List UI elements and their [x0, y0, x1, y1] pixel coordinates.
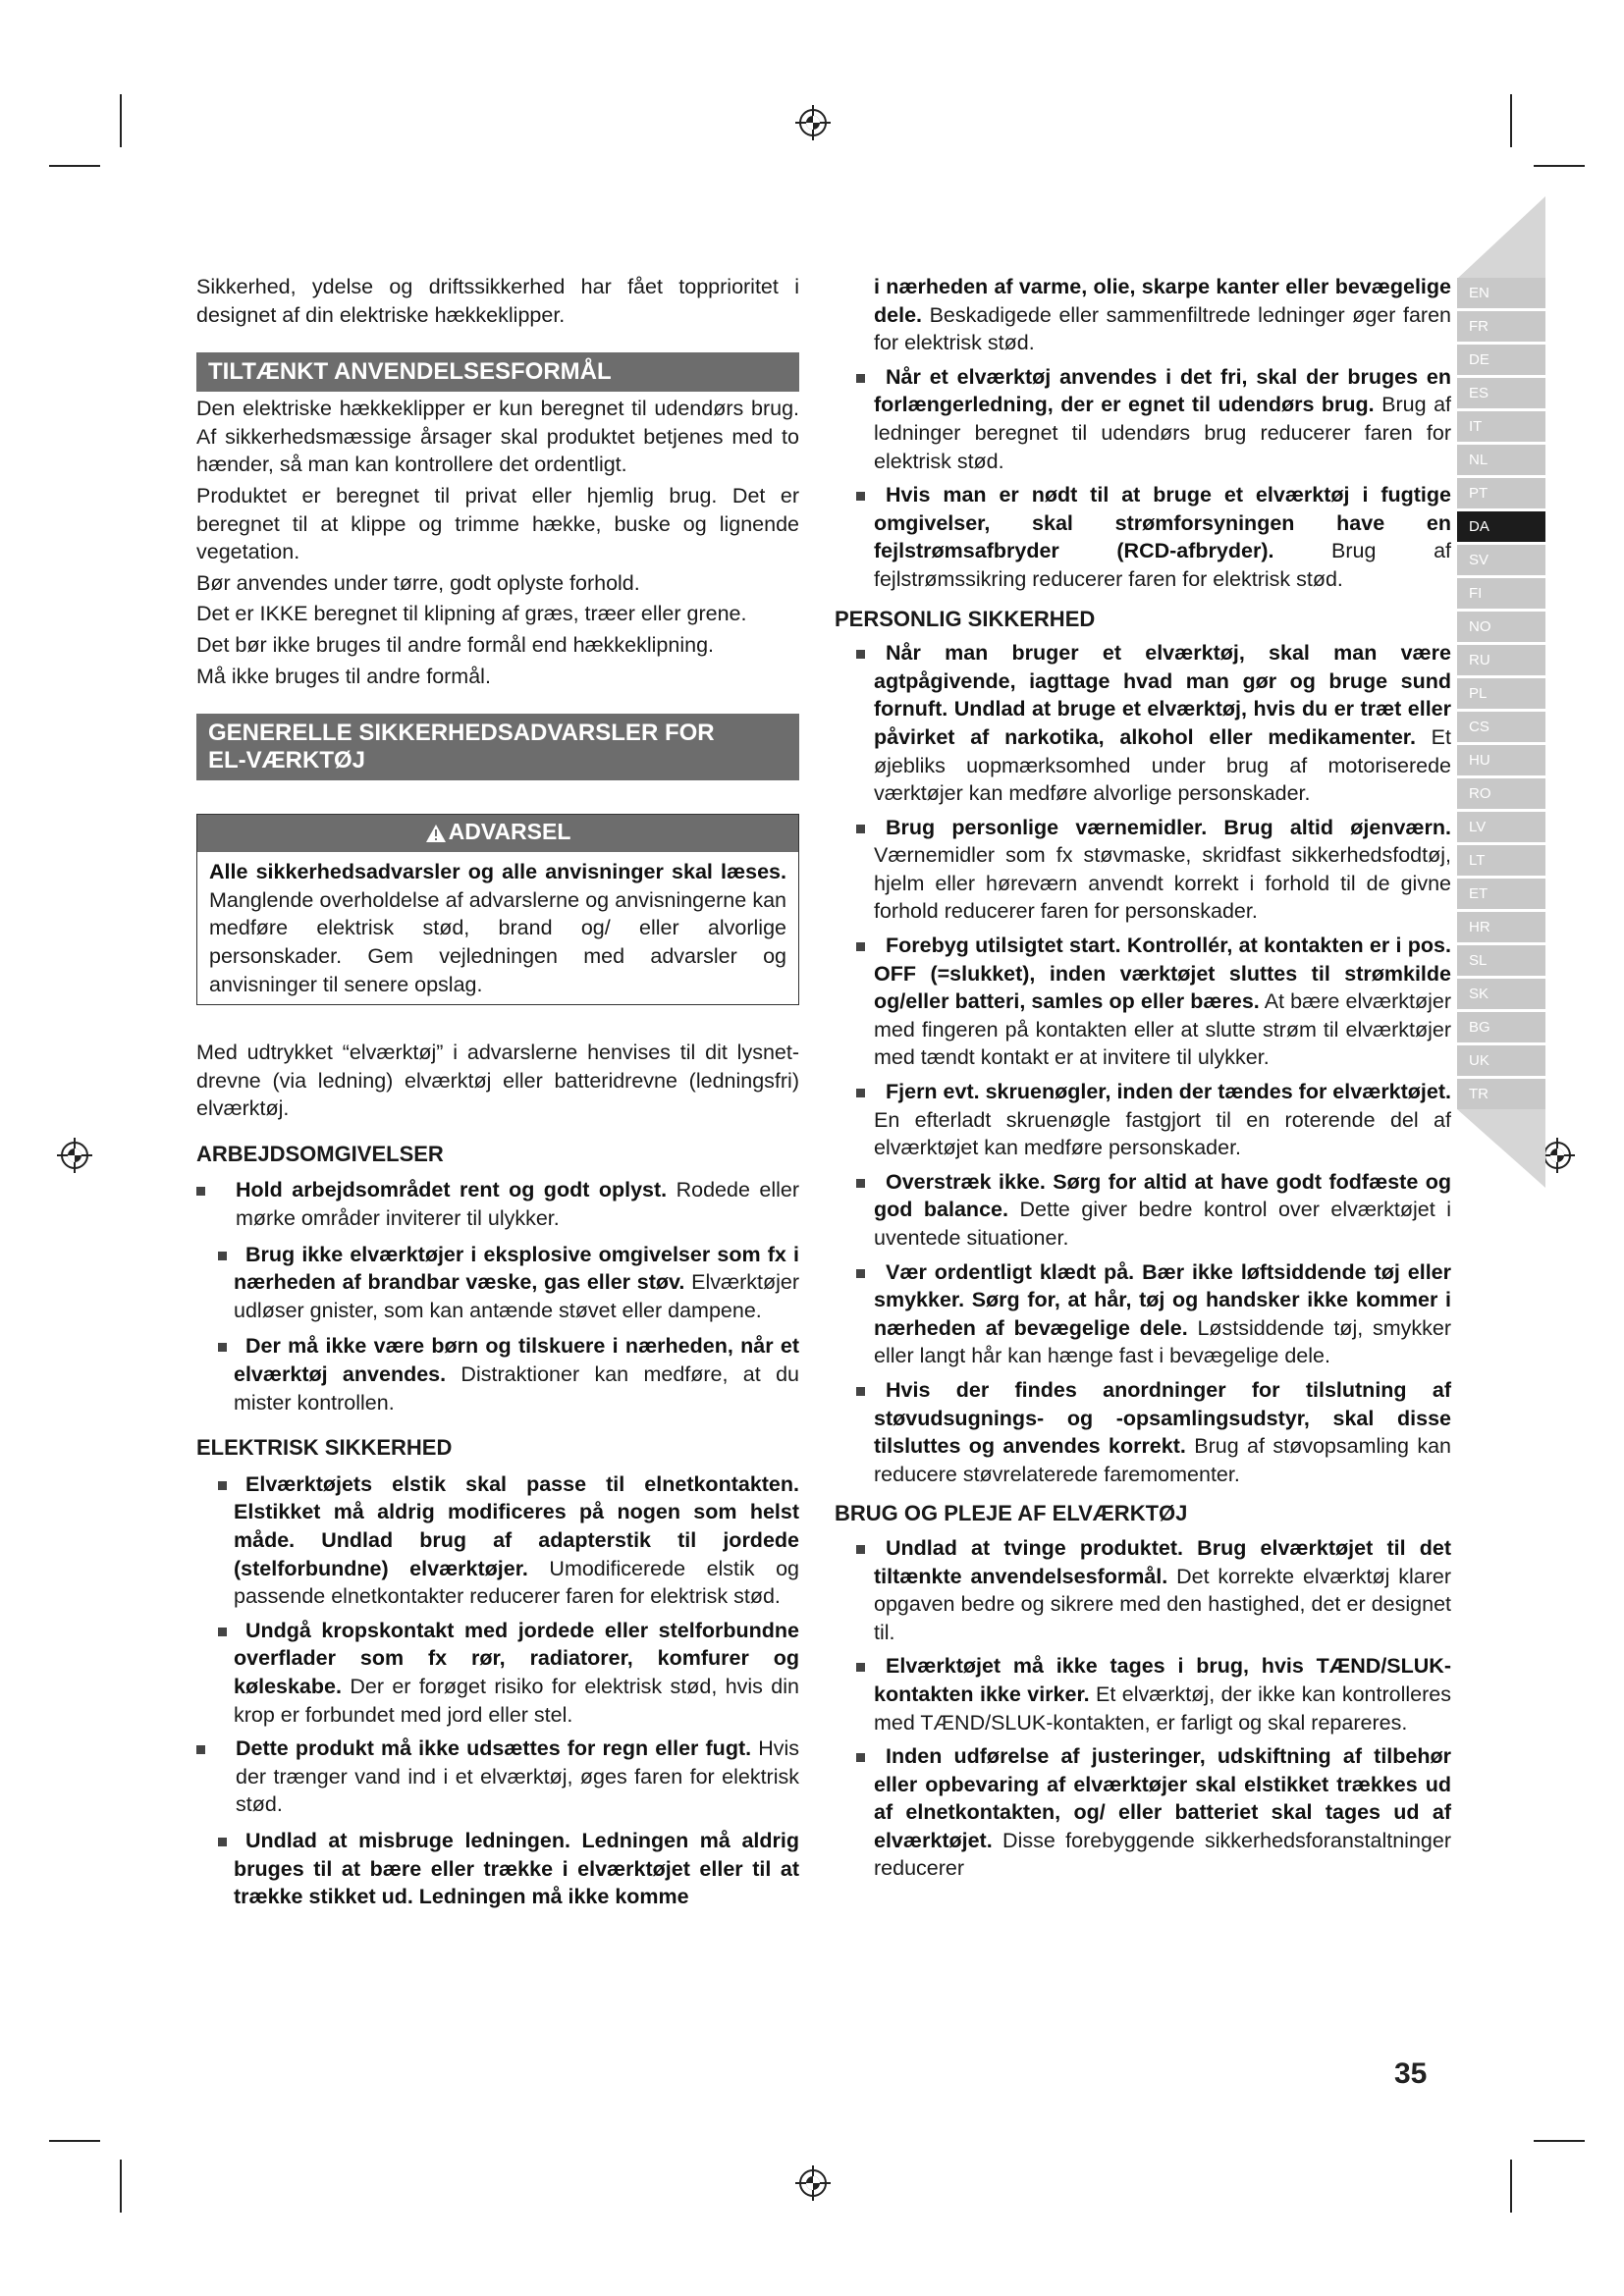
list-item [196, 1470, 799, 1611]
item-text: Brug af ledninger beregnet til udendørs brug reducerer faren for elektrisk stød. [874, 393, 1451, 473]
language-tab-sv: SV [1457, 545, 1545, 575]
list-item [835, 1078, 1451, 1162]
language-tab-de: DE [1457, 345, 1545, 375]
language-tab-it: IT [1457, 411, 1545, 442]
bullet-icon [856, 1089, 865, 1097]
crop-mark [49, 2140, 100, 2142]
paragraph: Det bør ikke bruges til andre formål end hækkeklipning. [196, 632, 715, 657]
item-text: Umodificerede elstik og passende elnetkontakter reducerer faren for elektrisk stød. [234, 1556, 799, 1609]
crop-mark [1510, 2160, 1512, 2213]
language-tab-bg: BG [1457, 1012, 1545, 1042]
language-tab-fr: FR [1457, 311, 1545, 342]
bullet-icon [218, 1343, 227, 1352]
item-text: Dette giver bedre kontrol over elværktøjet i uventede situationer. [874, 1198, 1452, 1250]
item-text: Disse forebyggende sikkerhedsforanstaltninger reducerer [874, 1828, 1451, 1881]
item-bold: Vær ordentligt klædt på. Bær ikke løftsiddende tøj eller smykker. Sørg for, at hår, tøj og handsker ikke kommer i nærheden af bevægelige dele. [874, 1259, 1451, 1340]
language-tab-en: EN [1457, 278, 1545, 308]
tab-strip-bottom-triangle [1457, 1109, 1545, 1188]
crop-mark [1534, 165, 1585, 167]
list-item [196, 1332, 799, 1416]
warning-triangle-icon [425, 819, 447, 852]
warning-body [197, 852, 798, 1004]
crop-mark [1534, 2140, 1585, 2142]
bullet-icon [856, 825, 865, 833]
item-bold: Brug personlige værnemidler. Brug altid øjenværn. [886, 815, 1451, 839]
warning-box [196, 814, 799, 1005]
paragraph: Den elektriske hækkeklipper er kun beregnet til udendørs brug. Af sikkerhedsmæssige årsager skal produktet betjenes med to hænder, så man kan kontrollere det ordentligt. [196, 397, 799, 477]
registration-mark-icon [793, 103, 833, 142]
item-bold: Brug ikke elværktøjer i eksplosive omgivelser som fx i nærheden af brandbar væske, gas eller støv. [234, 1242, 799, 1295]
item-text: Elværktøjer udløser gnister, som kan antænde støvet eller dampene. [234, 1270, 799, 1322]
language-tab-pl: PL [1457, 678, 1545, 709]
section-heading-intended-use [196, 352, 799, 392]
bullet-icon [856, 650, 865, 659]
crop-mark [49, 165, 100, 167]
language-tabs [1457, 278, 1545, 1112]
language-tab-cs: CS [1457, 712, 1545, 742]
item-bold: Hold arbejdsområdet rent og godt oplyst. [236, 1178, 668, 1202]
bullet-icon [218, 1628, 227, 1636]
bullet-icon [856, 1269, 865, 1278]
language-tab-ro: RO [1457, 778, 1545, 809]
language-tab-no: NO [1457, 612, 1545, 642]
bullet-icon [218, 1481, 227, 1490]
language-tab-ru: RU [1457, 645, 1545, 675]
warning-bold-text: Alle sikkerhedsadvarsler og alle anvisninger skal læses. [209, 860, 786, 884]
language-tab-hu: HU [1457, 745, 1545, 775]
intro-paragraph: Sikkerhed, ydelse og driftssikkerhed har fået topprioritet i designet af din elektriske hækkeklipper. [196, 275, 799, 327]
list-item [835, 481, 1451, 593]
language-tab-et: ET [1457, 879, 1545, 909]
bullet-icon [856, 942, 865, 951]
section-heading-line: EL-VÆRKTØJ [208, 747, 366, 774]
list-item [196, 1735, 799, 1819]
item-text: At bære elværktøjer med fingeren på kontakten eller at slutte strøm til elværktøjer med tændt kontakt er at invitere til ulykker. [874, 989, 1452, 1070]
bullet-icon [856, 1387, 865, 1396]
bullet-icon [856, 1663, 865, 1672]
term-note: Med udtrykket “elværktøj” i advarslerne henvises til dit lysnet-drevne (via ledning) elværktøj eller batteridrevne (ledningsfri) elværktøj. [196, 1041, 799, 1121]
item-text: Distraktioner kan medføre, at du mister kontrollen. [234, 1362, 799, 1415]
list-item [835, 1652, 1451, 1736]
continued-paragraph [835, 273, 1451, 357]
list-item [835, 1376, 1451, 1488]
item-bold: Der må ikke være børn og tilskuere i nærheden, når et elværktøj anvendes. [234, 1334, 799, 1387]
item-text: Et øjebliks uopmærksomhed under brug af motoriserede værktøjer kan medføre alvorlige personskader. [874, 724, 1451, 806]
item-text: Værnemidler som fx støvmaske, skridfast sikkerhedsfodtøj, hjelm eller høreværn anvendt korrekt i forhold til de givne forhold reducerer faren for personskader. [874, 843, 1451, 924]
crop-mark [120, 2160, 122, 2213]
warning-text: Manglende overholdelse af advarslerne og anvisningerne kan medføre elektrisk stød, brand og/ eller alvorlige personskader. Gem vejledningen med advarsler og anvisninger til senere opslag. [209, 887, 786, 996]
crop-mark [1510, 94, 1512, 147]
page-number: 35 [1394, 2057, 1428, 2090]
warning-title: ADVARSEL [448, 819, 571, 845]
item-text: Der er forøget risiko for elektrisk stød, hvis din krop er forbundet med jord eller stel. [234, 1674, 799, 1727]
item-bold: i nærheden af varme, olie, skarpe kanter eller bevægelige dele. [874, 275, 1451, 327]
language-tab-lv: LV [1457, 812, 1545, 842]
bullet-icon [856, 492, 865, 501]
item-bold: Elværktøjets elstik skal passe til elnetkontakten. Elstikket må aldrig modificeres på nogen som helst måde. Undlad brug af adapterstik til jordede (stelforbundne) elværktøjer. [234, 1471, 799, 1580]
item-bold: Overstræk ikke. Sørg for altid at have godt fodfæste og god balance. [874, 1169, 1451, 1222]
item-text: Det korrekte elværktøj klarer opgaven bedre og sikrere med den hastighed, det er designet til. [874, 1564, 1451, 1644]
list-item [835, 639, 1451, 808]
section-heading-line: GENERELLE SIKKERHEDSADVARSLER FOR [208, 720, 715, 747]
item-text: Rodede eller mørke områder inviterer til ulykker. [236, 1178, 799, 1231]
language-tab-fi: FI [1457, 578, 1545, 609]
tab-strip-top-triangle [1457, 196, 1545, 279]
item-text: Brug af støvopsamling kan reducere støvrelaterede faremomenter. [874, 1434, 1452, 1486]
list-item [196, 1827, 799, 1911]
item-bold: Undlad at tvinge produktet. Brug elværktøjet til det tiltænkte anvendelsesformål. [874, 1535, 1451, 1588]
item-text: Hvis der trænger vand ind i et elværktøj, øges faren for elektrisk stød. [236, 1736, 799, 1817]
left-column [196, 273, 799, 1911]
language-tab-es: ES [1457, 378, 1545, 408]
item-bold: Undgå kropskontakt med jordede eller stelforbundne overflader som fx rør, radiatorer, komfurer og køleskabe. [234, 1618, 799, 1698]
bullet-icon [856, 374, 865, 383]
bullet-icon [196, 1187, 205, 1196]
item-text: Brug af fejlstrømssikring reducerer faren for elektrisk stød. [874, 539, 1451, 591]
item-bold: Inden udførelse af justeringer, udskiftning af tilbehør eller opbevaring af elværktøjer skal elstikket trækkes ud af elnetkontakten, og/ eller batteriet skal tages ud af elværktøjet. [874, 1744, 1451, 1852]
list-item [196, 1617, 799, 1729]
item-bold: Fjern evt. skruenøgler, inden der tændes for elværktøjet. [886, 1080, 1451, 1104]
paragraph: Det er IKKE beregnet til klipning af græs, træer eller grene. [196, 602, 747, 626]
language-tab-lt: LT [1457, 845, 1545, 876]
language-tab-pt: PT [1457, 478, 1545, 508]
warning-header [197, 815, 798, 852]
item-bold: Når et elværktøj anvendes i det fri, skal der bruges en forlængerledning, der er egnet til udendørs brug. [874, 364, 1451, 417]
list-item [196, 1176, 799, 1232]
registration-mark-icon [793, 2163, 833, 2203]
language-tab-tr: TR [1457, 1079, 1545, 1109]
bullet-icon [856, 1179, 865, 1188]
language-tab-uk: UK [1457, 1045, 1545, 1076]
bullet-icon [856, 1545, 865, 1554]
language-tab-nl: NL [1457, 445, 1545, 475]
section-heading-text: TILTÆNKT ANVENDELSESFORMÅL [208, 358, 612, 386]
paragraph: Bør anvendes under tørre, godt oplyste forhold. [196, 570, 640, 595]
paragraph: Må ikke bruges til andre formål. [196, 664, 491, 688]
language-tab-sk: SK [1457, 979, 1545, 1009]
list-item [835, 814, 1451, 926]
item-bold: Hvis man er nødt til at bruge et elværktøj i fugtige omgivelser, skal strømforsyningen have en fejlstrømsafbryder (RCD-afbryder). [874, 483, 1451, 563]
bullet-icon [218, 1252, 227, 1260]
crop-mark [120, 94, 122, 147]
bullet-icon [218, 1838, 227, 1846]
list-item [835, 1258, 1451, 1370]
item-bold: Forebyg utilsigtet start. Kontrollér, at kontakten er i pos. OFF (=slukket), inden værktøjet sluttes til strømkilde og/eller batteri, samles op eller bæres. [874, 934, 1451, 1014]
subheading-use-and-care: BRUG OG PLEJE AF ELVÆRKTØJ [835, 1501, 1188, 1526]
language-tab-da: DA [1457, 511, 1545, 542]
item-text: En efterladt skruenøgle fastgjort til en roterende del af elværktøjet kan medføre personskader. [874, 1107, 1451, 1160]
item-bold: Elværktøjet må ikke tages i brug, hvis TÆND/SLUK-kontakten ikke virker. [874, 1654, 1451, 1706]
list-item [835, 932, 1451, 1072]
bullet-icon [856, 1753, 865, 1762]
subheading-electrical: ELEKTRISK SIKKERHED [196, 1435, 453, 1461]
bullet-icon [196, 1745, 205, 1754]
item-bold: Undlad at misbruge ledningen. Ledningen må aldrig bruges til at bære eller trække i elværktøjet eller til at trække stikket ud. Ledningen må ikke komme [234, 1828, 799, 1909]
list-item [196, 1241, 799, 1325]
item-bold: Hvis der findes anordninger for tilslutning af støvudsugnings- og -opsamlingsudstyr, skal disse tilsluttes og anvendes korrekt. [874, 1377, 1451, 1459]
subheading-work-area: ARBEJDSOMGIVELSER [196, 1141, 444, 1166]
list-item [835, 1742, 1451, 1883]
subheading-personal-safety: PERSONLIG SIKKERHED [835, 606, 1096, 631]
language-tab-hr: HR [1457, 912, 1545, 942]
list-item [835, 1534, 1451, 1646]
language-tab-sl: SL [1457, 945, 1545, 976]
registration-mark-icon [55, 1136, 94, 1175]
item-bold: Dette produkt må ikke udsættes for regn eller fugt. [236, 1736, 752, 1761]
list-item [835, 363, 1451, 475]
item-text: Løstsiddende tøj, smykker eller langt hår kan hænge fast i bevægelige dele. [874, 1315, 1451, 1368]
section-heading-general-warnings [196, 714, 799, 780]
item-bold: Når man bruger et elværktøj, skal man være agtpågivende, iagttage hvad man gør og bruge sund fornuft. Undlad at bruge et elværktøj, hvis du er træt eller påvirket af narkotika, alkohol eller medikamenter. [874, 641, 1451, 749]
item-text: Beskadigede eller sammenfiltrede ledninger øger faren for elektrisk stød. [874, 302, 1451, 355]
item-text: Et elværktøj, der ikke kan kontrolleres med TÆND/SLUK-kontakten, er farligt og skal repareres. [874, 1682, 1451, 1735]
list-item [835, 1168, 1451, 1253]
paragraph: Produktet er beregnet til privat eller hjemlig brug. Det er beregnet til at klippe og trimme hække, buske og lignende vegetation. [196, 483, 799, 564]
right-column [835, 273, 1451, 1883]
